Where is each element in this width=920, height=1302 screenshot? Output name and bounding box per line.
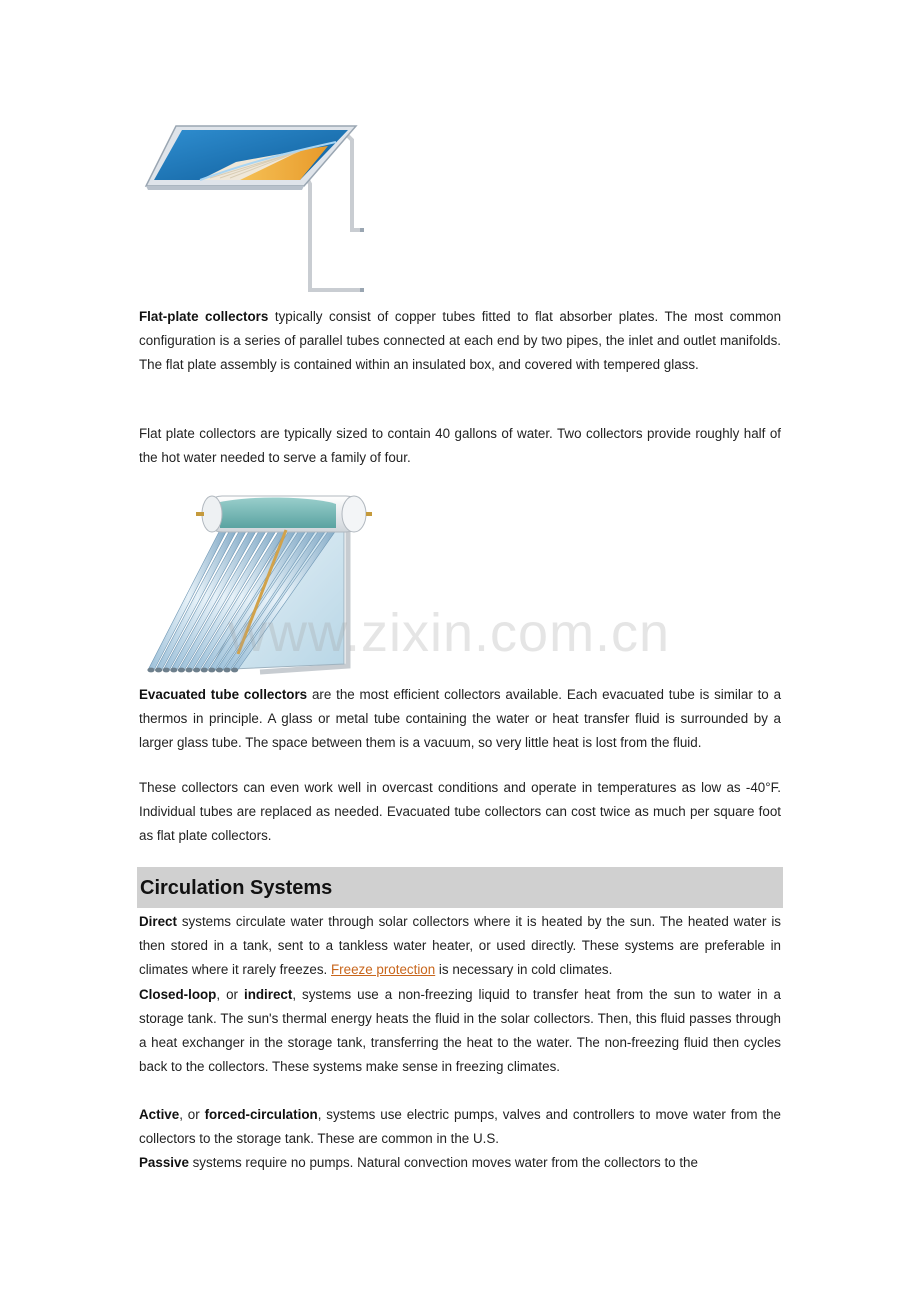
flat-plate-description: typically consist of copper tubes fitted to flat absorber plates. The most common configuration is a series of parallel tubes connected at each end by two pipes, the inlet and outlet manifolds. The flat plate assembly is contained within an insulated box, and covered with tempered glass.	[139, 309, 782, 372]
forced-circulation-term: forced-circulation	[204, 1107, 318, 1122]
evacuated-tube-performance-paragraph	[139, 776, 781, 848]
passive-systems-paragraph	[139, 1151, 781, 1175]
active-systems-paragraph	[139, 1103, 781, 1151]
flat-plate-collector-illustration	[140, 122, 372, 296]
active-description: , systems use electric pumps, valves and controllers to move water from the collectors to the storage tank. These are common in the U.S.	[139, 1107, 781, 1146]
direct-systems-paragraph	[139, 910, 781, 982]
flat-plate-sizing-text: Flat plate collectors are typically sized to contain 40 gallons of water. Two collectors provide roughly half of the hot water needed to serve a family of four.	[139, 426, 781, 465]
evacuated-tube-paragraph	[139, 683, 781, 755]
passive-description: systems require no pumps. Natural convection moves water from the collectors to the	[188, 1155, 698, 1170]
flat-plate-sizing-paragraph	[139, 422, 781, 470]
flat-plate-term: Flat-plate collectors	[139, 309, 269, 324]
direct-description-end: is necessary in cold climates.	[435, 962, 613, 977]
evacuated-tube-description: are the most efficient collectors available. Each evacuated tube is similar to a thermos in principle. A glass or metal tube containing the water or heat transfer fluid is surrounded by a larger glass tube. The space between them is a vacuum, so very little heat is lost from the fluid.	[139, 687, 782, 750]
direct-description: systems circulate water through solar collectors where it is heated by the sun. The heated water is then stored in a tank, sent to a tankless water heater, or used directly. These systems are preferable in climates where it rarely freezes.	[139, 914, 781, 977]
section-heading: Circulation Systems	[140, 877, 333, 899]
freeze-protection-link[interactable]: Freeze protection	[331, 962, 436, 977]
flat-plate-paragraph	[139, 305, 781, 377]
direct-term: Direct	[139, 914, 177, 929]
closed-loop-paragraph	[139, 983, 781, 1079]
section-heading-bar	[137, 867, 783, 908]
evacuated-tube-performance-text: These collectors can even work well in overcast conditions and operate in temperatures as low as -40°F. Individual tubes are replaced as needed. Evacuated tube collectors can cost twice as much per square foot as flat plate collectors.	[139, 780, 781, 843]
evacuated-tube-term: Evacuated tube collectors	[139, 687, 308, 702]
closed-loop-term: Closed-loop	[139, 987, 217, 1002]
active-term: Active	[139, 1107, 180, 1122]
watermark: www.zixin.com.cn	[228, 603, 671, 663]
closed-loop-connector: , or	[216, 987, 244, 1002]
indirect-term: indirect	[243, 987, 293, 1002]
passive-term: Passive	[139, 1155, 189, 1170]
active-connector: , or	[179, 1107, 205, 1122]
closed-loop-description: , systems use a non-freezing liquid to transfer heat from the sun to water in a storage tank. The sun's thermal energy heats the fluid in the solar collectors. Then, this fluid passes through a heat exchanger in the storage tank, transferring the heat to the water. The non-freezing fluid then cycles back to the collectors. These systems make sense in freezing climates.	[139, 987, 781, 1074]
